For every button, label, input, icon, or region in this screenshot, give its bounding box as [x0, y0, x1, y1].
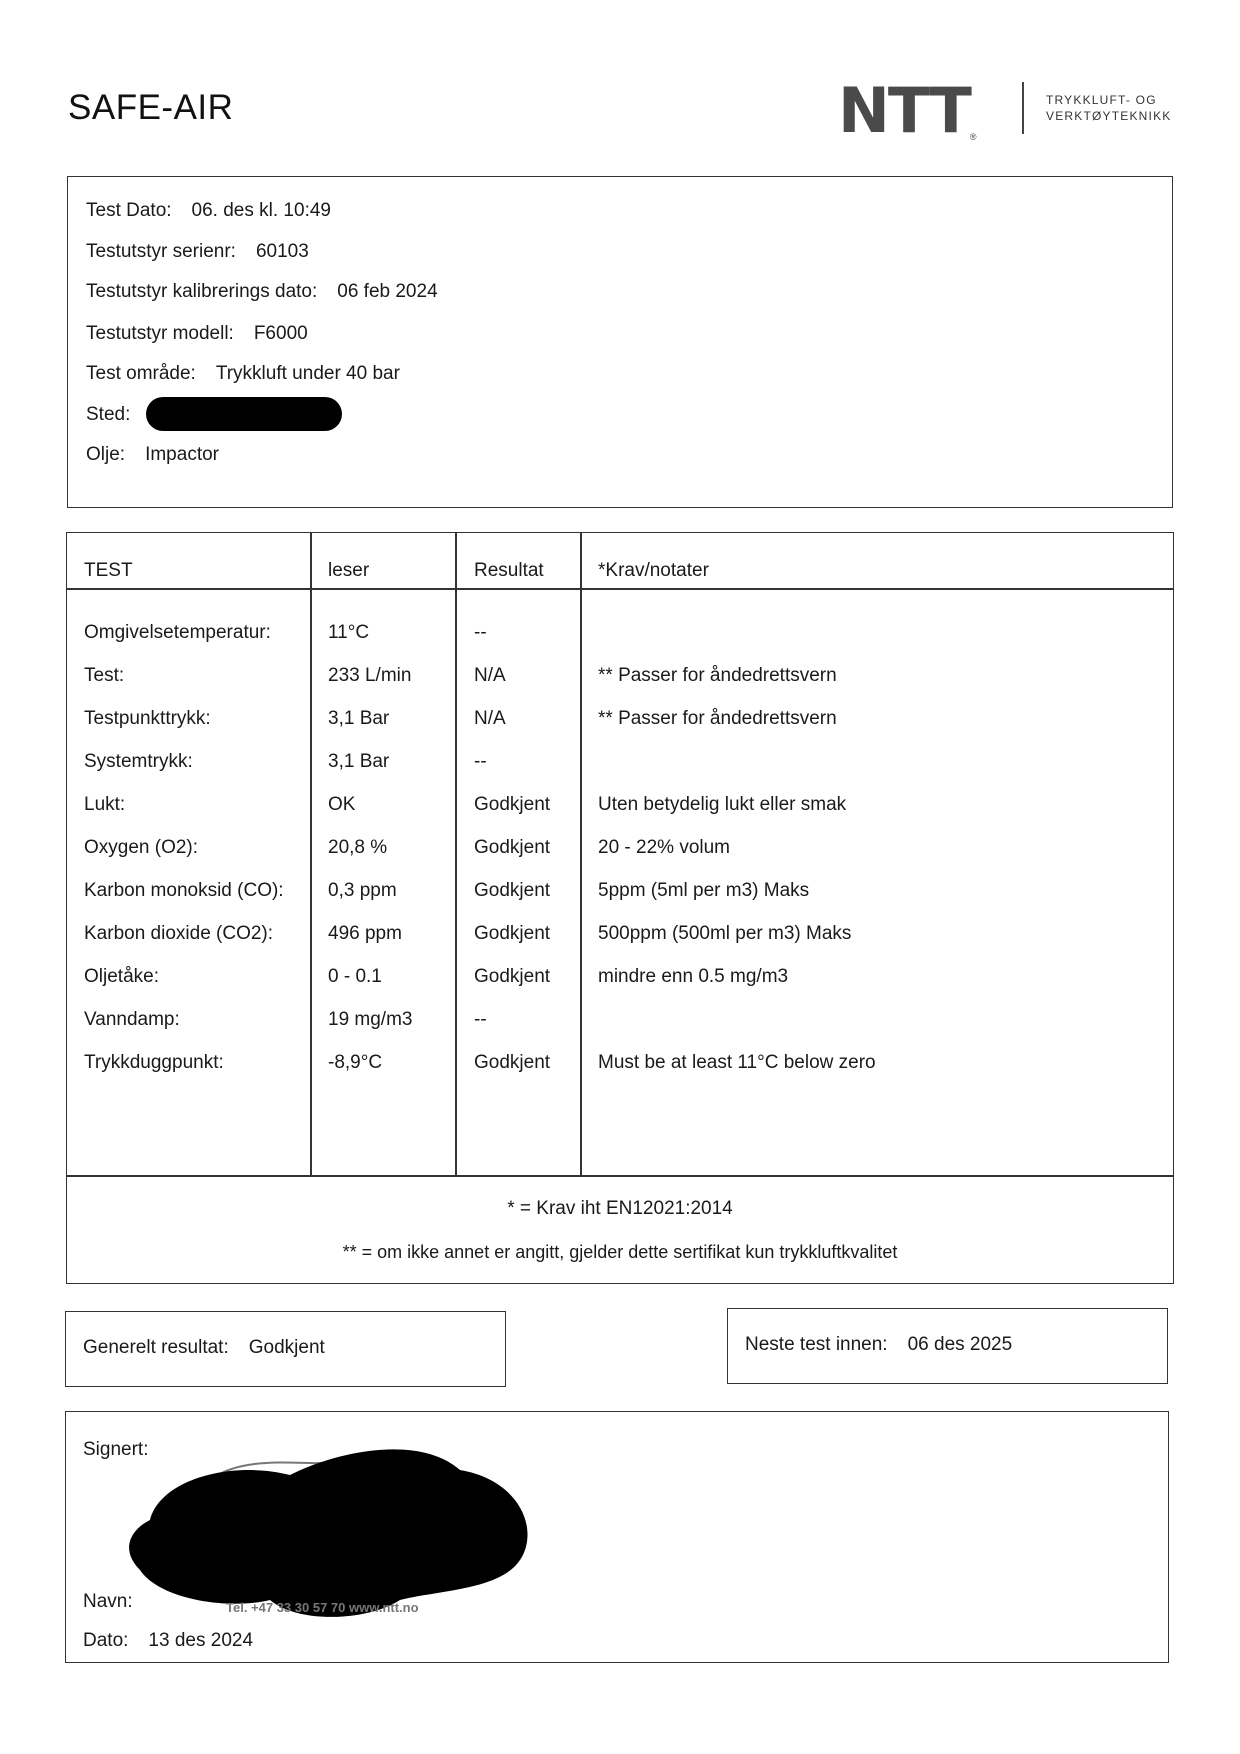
cell-result: -- [474, 751, 487, 772]
calibration-value: 06 feb 2024 [337, 281, 438, 302]
model-line [86, 323, 308, 345]
general-result-value: Godkjent [248, 1337, 325, 1358]
cell-reading: 233 L/min [328, 665, 412, 686]
cell-requirement: 5ppm (5ml per m3) Maks [598, 880, 810, 901]
ntt-logo [838, 74, 977, 147]
logo-divider [1022, 82, 1024, 134]
cell-result: -- [474, 1009, 487, 1030]
cell-result: Godkjent [474, 966, 551, 987]
cell-reading: OK [328, 794, 356, 815]
cell-test-name: Testpunkttrykk: [84, 708, 211, 729]
cell-reading: 19 mg/m3 [328, 1009, 413, 1030]
name-label: Navn: [83, 1591, 133, 1612]
general-result-line [83, 1337, 325, 1359]
next-test-line [745, 1334, 1012, 1356]
cell-test-name: Oljetåke: [84, 966, 159, 987]
cell-reading: 20,8 % [328, 837, 388, 858]
header-test: TEST [84, 560, 133, 581]
cell-test-name: Vanndamp: [84, 1009, 180, 1030]
column-divider-3 [580, 532, 582, 1176]
test-date-value: 06. des kl. 10:49 [191, 200, 331, 221]
column-divider-1 [310, 532, 312, 1176]
cell-reading: 3,1 Bar [328, 708, 390, 729]
serial-label: Testutstyr serienr: [86, 241, 236, 262]
oil-line [86, 444, 219, 466]
test-date-line [86, 200, 331, 222]
calibration-label: Testutstyr kalibrerings dato: [86, 281, 318, 302]
table-footnote-divider [66, 1175, 1174, 1177]
cell-result: Godkjent [474, 1052, 551, 1073]
cell-result: Godkjent [474, 794, 551, 815]
serial-value: 60103 [255, 241, 309, 262]
cell-test-name: Systemtrykk: [84, 751, 193, 772]
logo-subtitle-line-2: VERKTØYTEKNIKK [1046, 109, 1172, 123]
cell-requirement: 500ppm (500ml per m3) Maks [598, 923, 852, 944]
cell-requirement: 20 - 22% volum [598, 837, 731, 858]
cell-requirement: Must be at least 11°C below zero [598, 1052, 876, 1073]
logo-registered-mark: ® [969, 132, 977, 142]
cell-test-name: Test: [84, 665, 125, 686]
company-stamp-text: Tel. +47 33 30 57 70 www.ntt.no [226, 1600, 419, 1615]
cell-result: Godkjent [474, 837, 551, 858]
cell-test-name: Trykkduggpunkt: [84, 1052, 224, 1073]
signature-date-line [83, 1630, 253, 1652]
cell-result: N/A [474, 708, 506, 729]
area-label: Test område: [86, 363, 196, 384]
cell-reading: 3,1 Bar [328, 751, 390, 772]
next-test-value: 06 des 2025 [907, 1334, 1013, 1355]
cell-reading: 0,3 ppm [328, 880, 397, 901]
cell-test-name: Lukt: [84, 794, 126, 815]
header-requirements: *Krav/notater [598, 560, 709, 581]
next-test-label: Neste test innen: [745, 1334, 888, 1355]
signature-redaction-blob [129, 1449, 527, 1617]
page-title: SAFE-AIR [68, 88, 234, 127]
footnote-scope: ** = om ikke annet er angitt, gjelder dette sertifikat kun trykkluftkvalitet [342, 1242, 898, 1262]
model-label: Testutstyr modell: [86, 323, 234, 344]
measurement-table [66, 532, 1174, 1284]
cell-requirement: mindre enn 0.5 mg/m3 [598, 966, 789, 987]
cell-result: -- [474, 622, 487, 643]
location-line [86, 404, 130, 426]
footnote-standard: * = Krav iht EN12021:2014 [507, 1198, 733, 1219]
cell-test-name: Karbon dioxide (CO2): [84, 923, 274, 944]
signed-label: Signert: [83, 1439, 149, 1460]
cell-result: N/A [474, 665, 506, 686]
header-reading: leser [328, 560, 370, 581]
cell-result: Godkjent [474, 923, 551, 944]
header-result: Resultat [474, 560, 544, 581]
cell-requirement: ** Passer for åndedrettsvern [598, 708, 837, 729]
signature-date-value: 13 des 2024 [148, 1630, 254, 1651]
signature-redaction [120, 1440, 540, 1625]
calibration-line [86, 281, 438, 303]
cell-reading: -8,9°C [328, 1052, 383, 1073]
area-line [86, 363, 400, 385]
cell-requirement: Uten betydelig lukt eller smak [598, 794, 847, 815]
logo-subtitle-line-1: TRYKKLUFT- OG [1046, 93, 1157, 107]
cell-test-name: Karbon monoksid (CO): [84, 880, 284, 901]
serial-line [86, 241, 309, 263]
logo-wordmark: NTT [838, 74, 970, 147]
cell-reading: 496 ppm [328, 923, 402, 944]
location-redaction [146, 397, 342, 431]
cell-test-name: Oxygen (O2): [84, 837, 199, 858]
signature-date-label: Dato: [83, 1630, 129, 1651]
general-result-label: Generelt resultat: [83, 1337, 229, 1358]
test-date-label: Test Dato: [86, 200, 172, 221]
column-divider-2 [455, 532, 457, 1176]
area-value: Trykkluft under 40 bar [215, 363, 400, 384]
oil-value: Impactor [145, 444, 219, 465]
oil-label: Olje: [86, 444, 126, 465]
cell-reading: 11°C [328, 622, 370, 643]
cell-reading: 0 - 0.1 [328, 966, 382, 987]
model-value: F6000 [253, 323, 308, 344]
table-header-divider [66, 588, 1174, 590]
logo-subtitle [1046, 92, 1172, 124]
cell-result: Godkjent [474, 880, 551, 901]
cell-requirement: ** Passer for åndedrettsvern [598, 665, 837, 686]
location-label: Sted: [86, 404, 131, 425]
cell-test-name: Omgivelsetemperatur: [84, 622, 271, 643]
